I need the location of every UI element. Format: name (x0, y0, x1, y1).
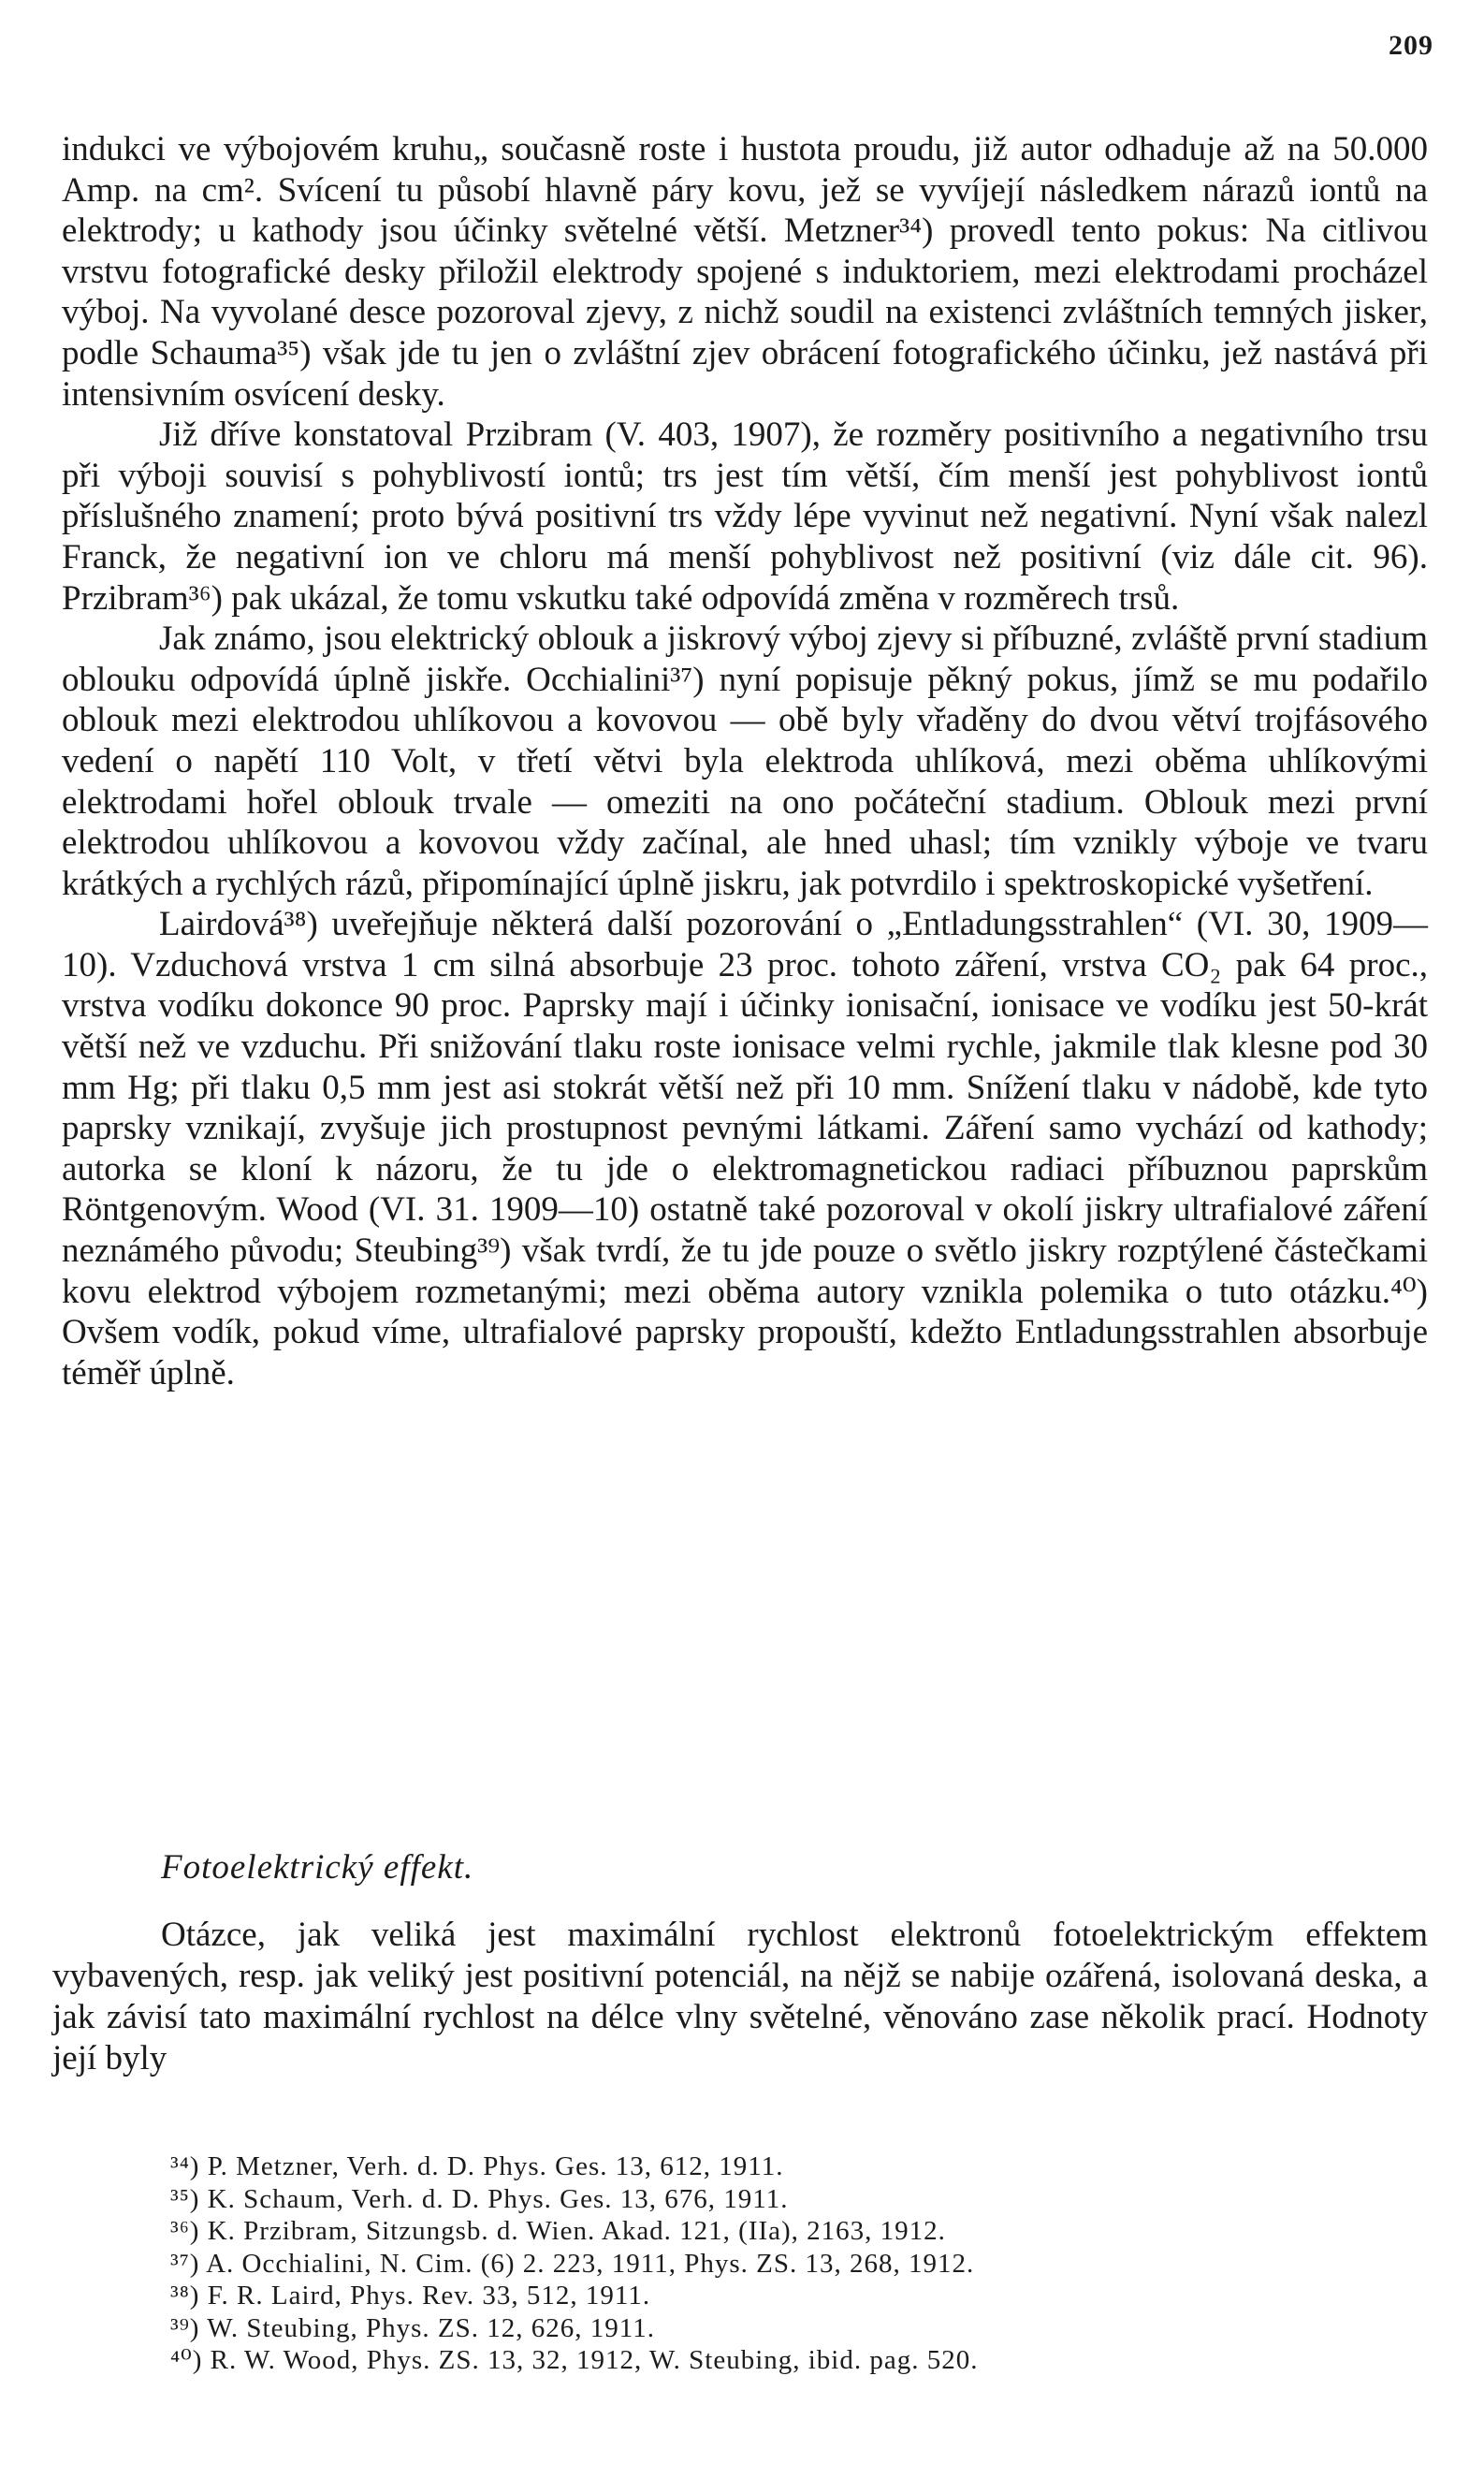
footnote-35: ³⁵) K. Schaum, Verh. d. D. Phys. Ges. 13, 676, 1911. (170, 2183, 789, 2214)
section-text (52, 1915, 1428, 2079)
paragraph-1: indukci ve výbojovém kruhu„ současně roste i hustota proudu, již autor odhaduje až na 50.000 Amp. na cm². Svícení tu působí hlavně páry kovu, jež se vyvíjejí následkem nárazů iontů na elektrody; u kathody jsou účinky světelné větší. Metzner³⁴) provedl tento pokus: Na citlivou vrstvu fotografické desky přiložil elektrody spojené s induktoriem, mezi elektrodami procházel výboj. Na vyvolané desce pozoroval zjevy, z nichž soudil na existenci zvláštních temných jisker, podle Schauma³⁵) však jde tu jen o zvláštní zjev obrácení fotografického účinku, jež nastává při intensivním osvícení desky. (62, 130, 1428, 414)
footnote-39: ³⁹) W. Steubing, Phys. ZS. 12, 626, 1911. (170, 2312, 655, 2343)
footnote-37: ³⁷) A. Occhialini, N. Cim. (6) 2. 223, 1911, Phys. ZS. 13, 268, 1912. (170, 2248, 975, 2279)
paragraph-3: Jak známo, jsou elektrický oblouk a jiskrový výboj zjevy si příbuzné, zvláště první stadium oblouku odpovídá úplně jiskře. Occhialini³⁷) nyní popisuje pěkný pokus, jímž se mu podařilo oblouk mezi elektrodou uhlíkovou a kovovou — obě byly vřaděny do dvou větví trojfásového vedení o napětí 110 Volt, v třetí větvi byla elektroda uhlíková, mezi oběma uhlíkovými elektrodami hořel oblouk trvale — omeziti na ono počáteční stadium. Oblouk mezi první elektrodou uhlíkovou a kovovou vždy začínal, ale hned uhasl; tím vznikly výboje ve tvaru krátkých a rychlých rázů, připomínající úplně jiskru, jak potvrdilo i spektroskopické vyšetření. (62, 620, 1428, 903)
footnote-38: ³⁸) F. R. Laird, Phys. Rev. 33, 512, 1911. (170, 2281, 651, 2310)
main-text (62, 129, 1428, 1393)
footnote-40: ⁴⁰) R. W. Wood, Phys. ZS. 13, 32, 1912, W. Steubing, ibid. pag. 520. (170, 2345, 979, 2375)
section-paragraph: Otázce, jak veliká jest maximální rychlost elektronů fotoelektrickým effektem vybavených, resp. jak veliký jest positivní potenciál, na nějž se nabije ozářená, isolovaná deska, a jak závisí tato maximální rychlost na délce vlny světelné, věnováno zase několik prací. Hodnoty její byly (52, 1916, 1428, 2077)
paragraph-2: Již dříve konstatoval Przibram (V. 403, 1907), že rozměry positivního a negativního trsu při výboji souvisí s pohyblivostí iontů; trs jest tím větší, čím menší jest pohyblivost iontů příslušného znamení; proto bývá positivní trs vždy lépe vyvinut než negativní. Nyní však nalezl Franck, že negativní ion ve chloru má menší pohyblivost než positivní (viz dále cit. 96). Przibram³⁶) pak ukázal, že tomu vskutku také odpovídá změna v rozměrech trsů. (62, 415, 1428, 618)
footnote-36: ³⁶) K. Przibram, Sitzungsb. d. Wien. Akad. 121, (IIa), 2163, 1912. (170, 2216, 946, 2246)
footnotes (170, 2150, 1452, 2377)
page-number: 209 (1389, 30, 1433, 61)
paragraph-4: Lairdová³⁸) uveřejňuje některá další pozorování o „Entladungsstrahlen“ (VI. 30, 1909—10). Vzduchová vrstva 1 cm silná absorbuje 23 proc. tohoto záření, vrstva CO₂ pak 64 proc., vrstva vodíku dokonce 90 proc. Paprsky mají i účinky ionisační, ionisace ve vodíku jest 50-krát větší než ve vzduchu. Při snižování tlaku roste ionisace velmi rychle, jakmile tlak klesne pod 30 mm Hg; při tlaku 0,5 mm jest asi stokrát větší než při 10 mm. Snížení tlaku v nádobě, kde tyto paprsky vznikají, zvyšuje jich prostupnost pevnými látkami. Záření samo vychází od kathody; autorka se kloní k názoru, že tu jde o elektromagnetickou radiaci příbuznou paprskům Röntgenovým. Wood (VI. 31. 1909—10) ostatně také pozoroval v okolí jiskry ultrafialové záření neznámého původu; Steubing³⁹) však tvrdí, že tu jde pouze o světlo jiskry rozptýlené částečkami kovu elektrod výbojem rozmetanými; mezi oběma autory vznikla polemika o tuto otázku.⁴⁰) Ovšem vodík, pokud víme, ultrafialové paprsky propouští, kdežto Entladungsstrahlen absorbuje téměř úplně. (62, 905, 1428, 1392)
section-heading: Fotoelektrický effekt. (161, 1848, 474, 1887)
footnote-34: ³⁴) P. Metzner, Verh. d. D. Phys. Ges. 13, 612, 1911. (170, 2151, 784, 2181)
